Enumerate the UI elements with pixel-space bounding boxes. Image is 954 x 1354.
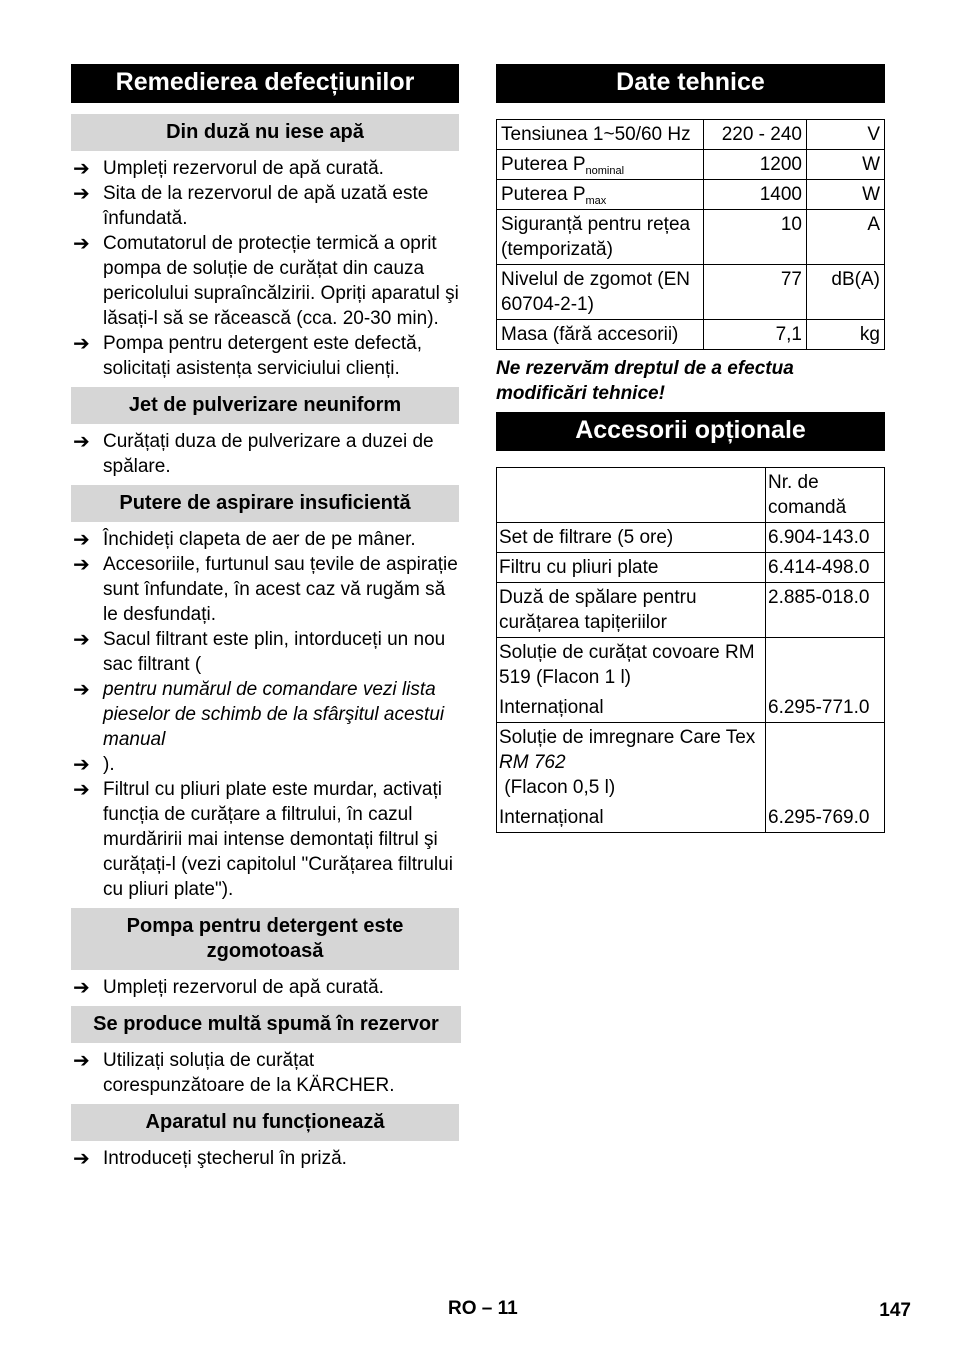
table-cell-name: Filtru cu pliuri plate xyxy=(497,553,766,583)
tech-data-title: Date tehnice xyxy=(496,64,885,103)
page-number: 147 xyxy=(879,1300,911,1321)
bullet-list xyxy=(71,522,459,908)
troubleshooting-title: Remedierea defecțiunilor xyxy=(71,64,459,103)
specs-column xyxy=(496,64,885,833)
list-item: ➔ ). xyxy=(73,752,115,776)
table-cell-value: 77 xyxy=(704,265,807,320)
table-row xyxy=(497,265,885,320)
table-cell-name: Soluție de imregnare Care Tex RM 762 (Flacon 0,5 l) Internațional xyxy=(497,723,766,833)
list-item: ➔ Sita de la rezervorul de apă uzată este înfundată. xyxy=(73,181,429,229)
bullet-list xyxy=(71,151,459,387)
list-item: ➔ Comutatorul de protecție termică a oprit pompa de soluție de curățat din cauza pericolului supraîncălzirii. Opriți aparatul şi lăsați-l să se răcească (cca. 20-30 min). xyxy=(73,231,459,329)
table-row xyxy=(497,468,885,523)
table-cell-code: 6.904-143.0 xyxy=(766,523,885,553)
arrow-right-icon: ➔ xyxy=(73,331,90,355)
table-cell-code: 6.414-498.0 xyxy=(766,553,885,583)
section-heading: Aparatul nu funcționează xyxy=(71,1104,459,1141)
table-cell-code: 2.885-018.0 xyxy=(766,583,885,638)
tech-data-table xyxy=(496,119,885,350)
list-item: ➔ Pompa pentru detergent este defectă, solicitați asistența serviciului clienți. xyxy=(73,331,422,379)
table-row xyxy=(497,210,885,265)
bullet-list xyxy=(71,970,459,1006)
table-cell-label: Nivelul de zgomot (EN 60704-2-1) xyxy=(497,265,704,320)
arrow-right-icon: ➔ xyxy=(73,777,90,801)
table-cell-unit: W xyxy=(807,150,885,180)
section-heading: Pompa pentru detergent este zgomotoasă xyxy=(71,908,459,970)
table-cell-unit: A xyxy=(807,210,885,265)
table-cell-name: Duză de spălare pentru curățarea tapițeriilor xyxy=(497,583,766,638)
table-cell-label: Masa (fără accesorii) xyxy=(497,320,704,350)
troubleshooting-column xyxy=(71,64,459,1177)
table-row xyxy=(497,638,885,723)
arrow-right-icon: ➔ xyxy=(73,677,90,701)
table-cell-label: Tensiunea 1~50/60 Hz xyxy=(497,120,704,150)
bullet-list xyxy=(71,1043,459,1104)
table-cell-name: Soluție de curățat covoare RM 519 (Flacon 1 l) Internațional xyxy=(497,638,766,723)
table-cell-unit: V xyxy=(807,120,885,150)
arrow-right-icon: ➔ xyxy=(73,627,90,651)
list-item: ➔ Închideți clapeta de aer de pe mâner. xyxy=(73,527,416,551)
table-cell-value: 10 xyxy=(704,210,807,265)
list-item: ➔ Curățați duza de pulverizare a duzei de spălare. xyxy=(73,429,434,477)
accessories-title: Accesorii opționale xyxy=(496,412,885,451)
technical-changes-note: Ne rezervăm dreptul de a efectua modificări tehnice! xyxy=(496,358,794,404)
arrow-right-icon: ➔ xyxy=(73,156,90,180)
table-cell-value: 1200 xyxy=(704,150,807,180)
arrow-right-icon: ➔ xyxy=(73,552,90,576)
table-row xyxy=(497,583,885,638)
list-item: ➔ Filtrul cu pliuri plate este murdar, activați funcția de curățare a filtrului, în cazul murdăririi mai intense demontați filtrul şi curățați-l (vezi capitolul "Curățarea filtrului cu pliuri plate"). xyxy=(73,777,453,900)
table-cell-unit: kg xyxy=(807,320,885,350)
list-item: ➔ Utilizați soluția de curățat corespunzătoare de la KÄRCHER. xyxy=(73,1048,395,1096)
arrow-right-icon: ➔ xyxy=(73,1146,90,1170)
accessories-table xyxy=(496,467,885,833)
table-cell-label: Puterea $P_{max}$ xyxy=(497,180,704,210)
table-cell-label: Puterea $P_{nominal}$ xyxy=(497,150,704,180)
arrow-right-icon: ➔ xyxy=(73,181,90,205)
section-heading: Se produce multă spumă în rezervor xyxy=(71,1006,461,1043)
table-row xyxy=(497,180,885,210)
table-row xyxy=(497,723,885,833)
list-item: ➔ Accesoriile, furtunul sau țevile de aspirație sunt înfundate, în acest caz vă rugăm să le desfundați. xyxy=(73,552,458,625)
arrow-right-icon: ➔ xyxy=(73,752,90,776)
section-heading: Putere de aspirare insuficientă xyxy=(71,485,459,522)
table-row xyxy=(497,150,885,180)
table-header-order-number: Nr. de comandă xyxy=(766,468,885,523)
table-cell-unit: dB(A) xyxy=(807,265,885,320)
table-row xyxy=(497,120,885,150)
section-heading: Jet de pulverizare neuniform xyxy=(71,387,459,424)
table-row xyxy=(497,553,885,583)
list-item: ➔ Umpleți rezervorul de apă curată. xyxy=(73,156,384,180)
table-cell-value: 7,1 xyxy=(704,320,807,350)
table-cell-label: Siguranță pentru rețea (temporizată) xyxy=(497,210,704,265)
list-item: ➔ Sacul filtrant este plin, intorduceți un nou sac filtrant ( xyxy=(73,627,446,675)
table-cell-value: 1400 xyxy=(704,180,807,210)
arrow-right-icon: ➔ xyxy=(73,429,90,453)
table-cell-name xyxy=(497,468,766,523)
list-item: ➔ Introduceți ştecherul în priză. xyxy=(73,1146,347,1170)
table-cell-code: 6.295-771.0 xyxy=(766,638,885,723)
table-cell-name: Set de filtrare (5 ore) xyxy=(497,523,766,553)
bullet-list xyxy=(71,424,459,485)
section-heading: Din duză nu iese apă xyxy=(71,114,459,151)
list-item: ➔ pentru numărul de comandare vezi lista pieselor de schimb de la sfârşitul acestui manual xyxy=(73,677,445,750)
table-row xyxy=(497,320,885,350)
bullet-list xyxy=(71,1141,459,1177)
language-page-code: RO – 11 xyxy=(448,1298,518,1319)
table-cell-code: 6.295-769.0 xyxy=(766,723,885,833)
arrow-right-icon: ➔ xyxy=(73,527,90,551)
table-row xyxy=(497,523,885,553)
arrow-right-icon: ➔ xyxy=(73,1048,90,1072)
arrow-right-icon: ➔ xyxy=(73,975,90,999)
arrow-right-icon: ➔ xyxy=(73,231,90,255)
list-item: ➔ Umpleți rezervorul de apă curată. xyxy=(73,975,384,999)
table-cell-unit: W xyxy=(807,180,885,210)
table-cell-value: 220 - 240 xyxy=(704,120,807,150)
